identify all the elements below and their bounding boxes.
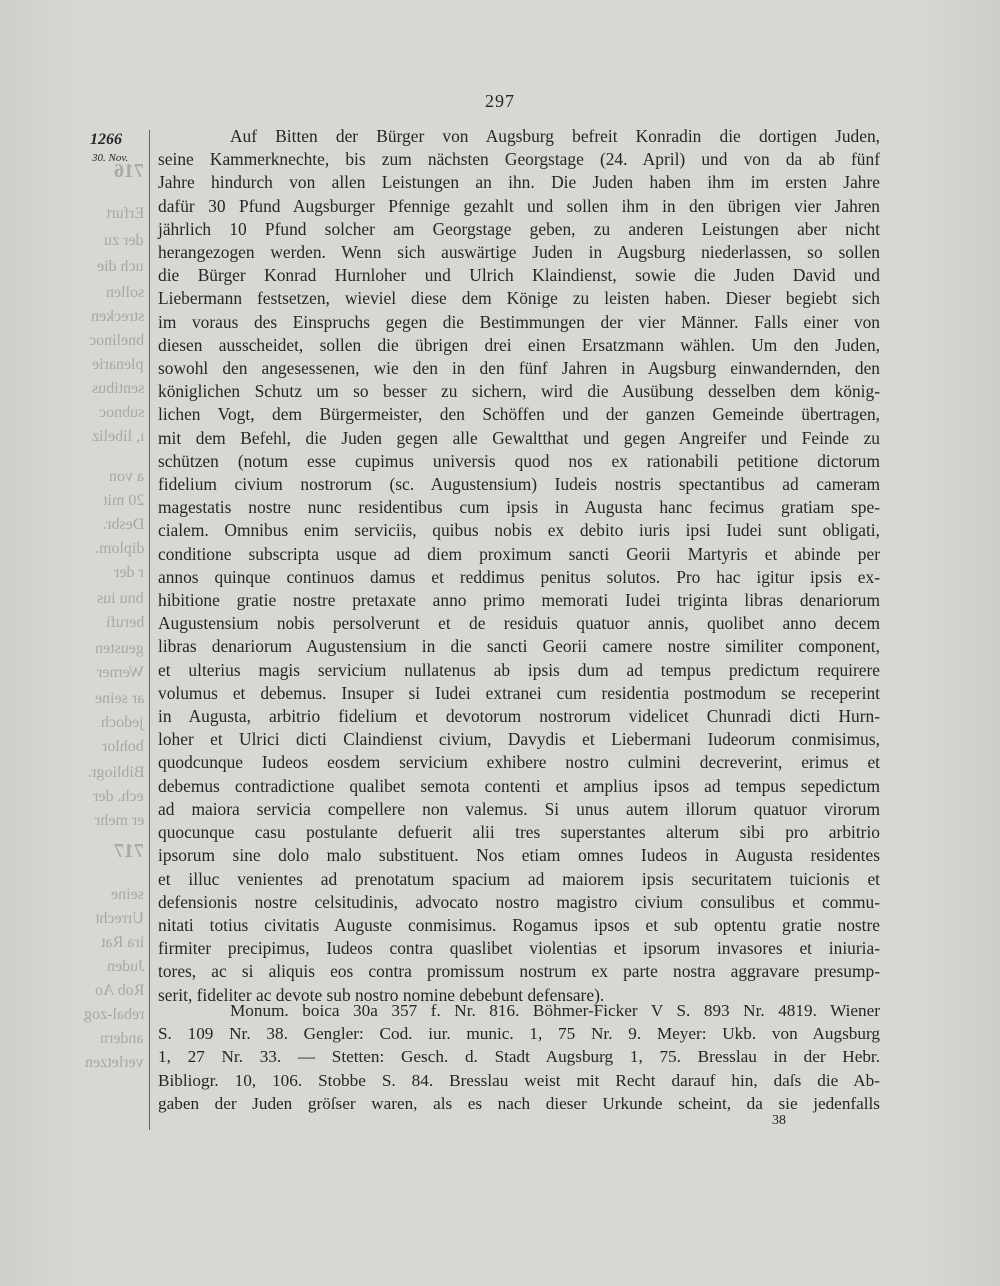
- text-line: Augustensium nobis persolverunt et de residuis quatuor annis, quolibet anno decem: [158, 613, 880, 634]
- text-line: libras denariorum Augustensium in die sancti Georii camere nostre similiter component,: [158, 636, 880, 657]
- text-line: conditione subscripta usque ad diem proximum sancti Georii Martyris et abinde per: [158, 543, 880, 564]
- show-through-text: 20 mit: [102, 492, 144, 509]
- show-through-text: andern: [100, 1030, 144, 1047]
- text-line: debemus contradictione qualibet semota contenti et amplius ipsos ad tempus sepedictum: [158, 775, 880, 796]
- show-through-text: sollen: [105, 284, 144, 301]
- text-line: tores, ac si aliquis eos contra promissum nostrum ex parte nostra aggravare presump-: [158, 961, 880, 982]
- show-through-text: a von: [108, 468, 144, 485]
- show-through-text: Rob Ao: [94, 982, 144, 999]
- text-line: et illuc venientes ad prenotatum spacium ad maiorem ipsis securitatem tuicionis et: [158, 868, 880, 889]
- show-through-text: Desbr.: [102, 516, 144, 533]
- margin-rule: [149, 130, 150, 1130]
- show-through-text: Juden: [106, 958, 144, 975]
- text-line: diesen ausscheidet, sollen die übrigen drei einen Ersatzmann wählen. Um den Juden,: [158, 334, 880, 355]
- text-line: et ulterius magis servicium nullatenus ab ipsis dum ad tempus predictum requirere: [158, 659, 880, 680]
- show-through-text: Werner: [97, 664, 144, 681]
- text-line: dafür 30 Pfund Augsburger Pfennige gezahlt und sollen ihm in den übrigen vier Jahren: [158, 195, 880, 216]
- show-through-text: ı, libeliz: [91, 428, 144, 445]
- show-through-text: Bibliogr.: [87, 764, 144, 781]
- show-through-text: ech. der: [93, 788, 144, 805]
- text-line: in Augusta, arbitrio fidelium et devotorum nostrorum videlicet Chunradi dicti Hurn-: [158, 706, 880, 727]
- text-line: schützen (notum esse cupimus universis quod nos ex rationabili petitione dictorum: [158, 450, 880, 471]
- text-line: die Bürger Konrad Hurnloher und Ulrich Klaindienst, sowie die Juden David und: [158, 265, 880, 286]
- text-line: quocunque casu postulante defuerit alii tres superstantes alterum sibi pro arbitrio: [158, 822, 880, 843]
- show-through-text: subnoc: [98, 404, 144, 421]
- text-line: nitati totius civitatis Auguste conmisimus. Rogamus ipsos et sub optentu gratie nostre: [158, 914, 880, 935]
- show-through-text: der zu: [104, 232, 144, 249]
- show-through-text: er mehr: [94, 812, 144, 829]
- show-through-text: seine: [111, 886, 144, 903]
- signature-mark: 38: [772, 1113, 786, 1128]
- show-through-text: strecken: [90, 308, 144, 325]
- margin-year: 1266: [90, 131, 122, 148]
- text-line: Auf Bitten der Bürger von Augsburg befreit Konradin die dortigen Juden,: [230, 126, 880, 146]
- text-line: fidelium civium nostrorum (sc. Augustensium) Iudeis nostris spectantibus ad cameram: [158, 474, 880, 495]
- text-line: ad maiora servicia compellere non valemus. Si unus autem illorum quatuor virorum: [158, 798, 880, 819]
- note-line: S. 109 Nr. 38. Gengler: Cod. iur. munic. 1, 75 Nr. 9. Meyer: Ukb. von Augsburg: [158, 1024, 880, 1044]
- show-through-text: rebal-zog: [83, 1006, 144, 1023]
- show-through-text: 716: [114, 160, 144, 182]
- text-line: herangezogen werden. Wenn sich auswärtige Juden in Augsburg niederlassen, so sollen: [158, 242, 880, 263]
- text-line: im voraus des Einspruchs gegen die Bestimmungen der vier Männer. Falls einer von: [158, 311, 880, 332]
- show-through-text: ar seine: [94, 690, 144, 707]
- text-line: hibitione gratie nostre pretaxate anno primo memorati Iudei triginta libras denariorum: [158, 590, 880, 611]
- footnote-text: [158, 999, 880, 1115]
- main-text: [158, 125, 880, 1007]
- text-line: seine Kammerknechte, bis zum nächsten Georgstage (24. April) und von da ab fünf: [158, 149, 880, 170]
- text-line: Liebermann festsetzen, wieviel diese dem Könige zu leisten haben. Dieser begiebt sich: [158, 288, 880, 309]
- text-line: volumus et debemus. Insuper si Iudei extranei cum residentia postmodum se receperint: [158, 682, 880, 703]
- text-line: firmiter precipimus, Iudeos contra quaslibet violentias et ipsorum invasores et iniuria-: [158, 938, 880, 959]
- text-line: quodcunque Iudeos eosdem servicium exhibere nostro culmini decreverint, erimus et: [158, 752, 880, 773]
- text-line: serit, fideliter ac devote sub nostro nomine debebunt defensare).: [158, 984, 605, 1005]
- show-through-text: r der: [114, 564, 144, 581]
- text-line: Jahre hindurch von allen Leistungen an ihn. Die Juden haben ihm im ersten Jahre: [158, 172, 880, 193]
- text-line: mit dem Befehl, die Juden gegen alle Gewaltthat und gegen Angreifer und Feinde zu: [158, 427, 880, 448]
- text-line: jährlich 10 Pfund solcher am Georgstage geben, zu anderen Leistungen aber nicht: [158, 218, 880, 239]
- text-line: magestatis nostre nunc residentibus cum ipsis in Augusta hanc fecimus gratiam spe-: [158, 497, 880, 518]
- text-line: annos quinque continuos damus et reddimus penitus solutos. Pro hac igitur ipsis ex-: [158, 566, 880, 587]
- show-through-text: diplom.: [94, 540, 144, 557]
- text-line: königlichen Schutz um so besser zu sichern, wird die Ausübung desselben dem könig-: [158, 381, 880, 402]
- show-through-text: berufi: [105, 614, 144, 631]
- text-line: sowohl den angesessenen, wie den in den fünf Jahren in Augsburg einwandernden, den: [158, 358, 880, 379]
- page-number: 297: [485, 91, 515, 111]
- show-through-margin: [0, 0, 150, 1071]
- show-through-text: Erfurt: [105, 205, 144, 222]
- show-through-text: bohlor: [102, 738, 144, 755]
- show-through-text: bnelinoc: [88, 332, 144, 349]
- show-through-text: sentibus: [91, 380, 144, 397]
- note-line: Bibliogr. 10, 106. Stobbe S. 84. Bresslau weist mit Recht darauf hin, daſs die Ab-: [158, 1070, 880, 1090]
- show-through-text: bnu ius: [97, 590, 144, 607]
- show-through-text: verletzen: [85, 1054, 144, 1071]
- note-line: gaben der Juden gröſser waren, als es nach dieser Urkunde scheint, da sie jedenfalls: [158, 1093, 880, 1113]
- show-through-text: jedoch: [101, 714, 144, 731]
- margin-date: 30. Nov.: [92, 152, 129, 164]
- note-line: Monum. boica 30a 357 f. Nr. 816. Böhmer-Ficker V S. 893 Nr. 4819. Wiener: [230, 1001, 880, 1020]
- text-line: loher et Ulrici dicti Claindienst civium, Davydis et Liebermani Iudeorum conmisimus,: [158, 729, 880, 750]
- show-through-text: 717: [114, 840, 144, 862]
- show-through-text: plenarie: [92, 356, 144, 373]
- text-line: ipsorum sine dolo malo substituent. Nos etiam omnes Iudeos in Augusta residentes: [158, 845, 880, 866]
- show-through-text: Urrecht: [95, 910, 144, 927]
- show-through-text: geusten: [95, 640, 144, 657]
- text-line: cialem. Omnibus enim serviciis, quibus nobis ex debito iuris ipsi Iudei sunt obligati,: [158, 520, 880, 541]
- note-line: 1, 27 Nr. 33. — Stetten: Gesch. d. Stadt Augsburg 1, 75. Bresslau in der Hebr.: [158, 1047, 880, 1067]
- text-line: defensionis nostre celsitudinis, advocato nostro magistro civium consulibus et commu-: [158, 891, 880, 912]
- show-through-text: uch die: [97, 258, 144, 275]
- text-line: lichen Vogt, dem Bürgermeister, den Schöffen und der ganzen Gemeinde übertragen,: [158, 404, 880, 425]
- show-through-text: ira Rat: [100, 934, 144, 951]
